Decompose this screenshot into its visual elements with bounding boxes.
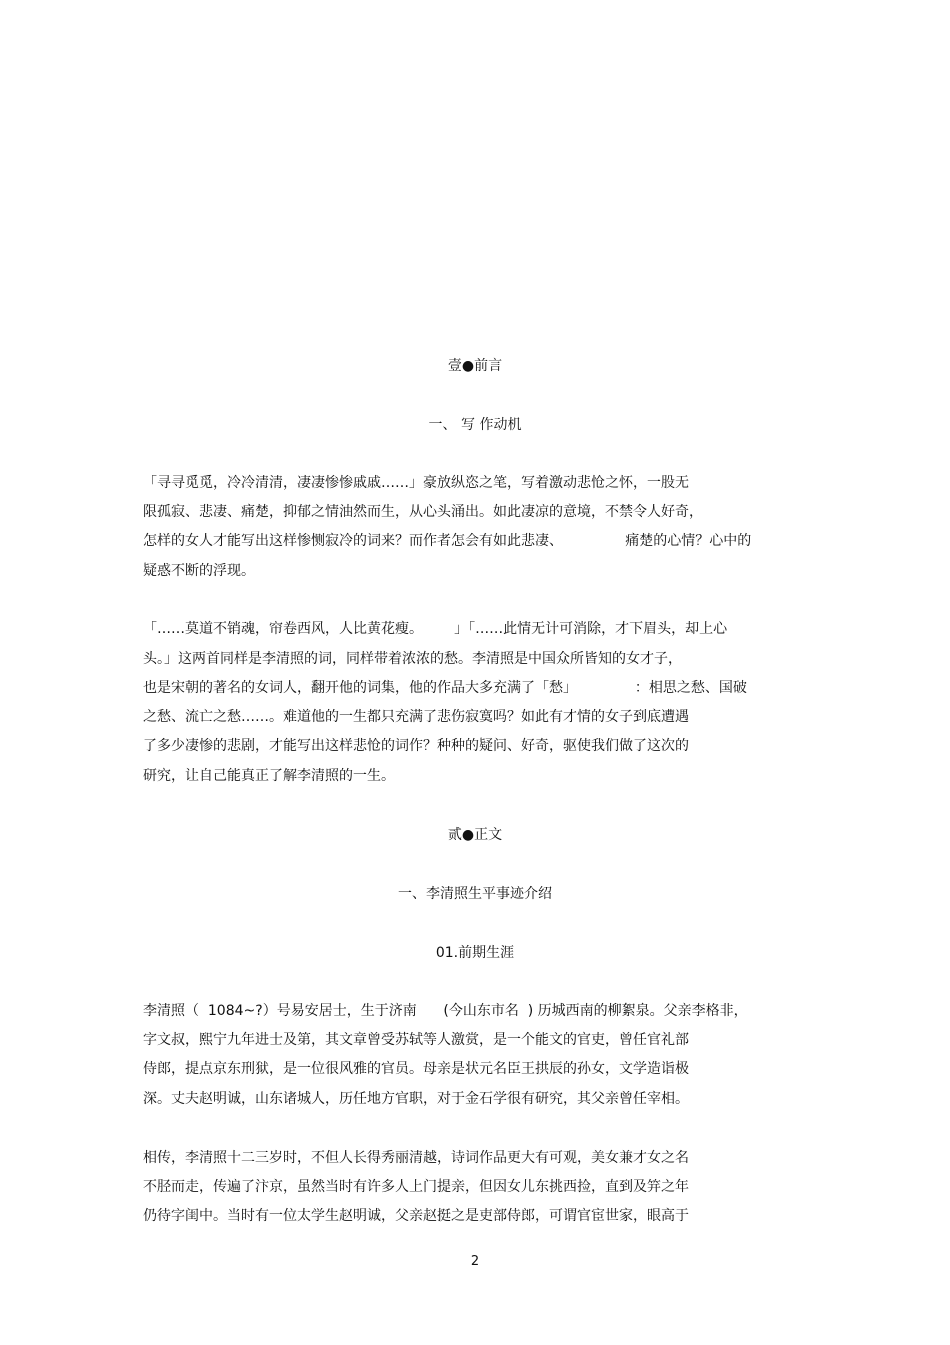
text-line: 研究，让自己能真正了解李清照的一生。 (143, 768, 395, 784)
text-line: 深。丈夫赵明诚，山东诸城人，历任地方官职，对于金石学很有研究，其父亲曾任宰相。 (143, 1091, 689, 1107)
text-line: 仍待字闺中。当时有一位太学生赵明诚，父亲赵挺之是吏部侍郎，可谓官宦世家，眼高于 (143, 1208, 689, 1224)
page-number: 2 (470, 1254, 480, 1269)
subsection-heading-motivation: 一、 写 作动机 (428, 417, 522, 433)
section-heading-preface: 壹●前言 (447, 358, 503, 374)
text-line: 了多少凄惨的悲剧，才能写出这样悲怆的词作？种种的疑问、好奇，驱使我们做了这次的 (143, 738, 689, 754)
text-line: 也是宋朝的著名的女词人，翻开他的词集，他的作品大多充满了「愁」 ：相思之愁、国破 (143, 680, 747, 696)
text-line: 「寻寻觅觅，冷冷清清，凄凄惨惨戚戚……」豪放纵恣之笔，写着激动悲怆之怀，一股无 (143, 475, 689, 491)
section-heading-body: 贰●正文 (447, 827, 503, 843)
text-line: 字文叔，熙宁九年进士及第，其文章曾受苏轼等人激赏，是一个能文的官吏，曾任官礼部 (143, 1032, 689, 1048)
text-line: 「……莫道不销魂，帘卷西风，人比黄花瘦。 」「……此情无计可消除，才下眉头，却上心 (143, 621, 728, 637)
text-line: 疑惑不断的浮现。 (143, 563, 255, 579)
text-line: 李清照（ 1084~?）号易安居士，生于济南 (今山东市名 ) 历城西南的柳絮泉。父亲李格非， (143, 1003, 748, 1019)
text-line: 之愁、流亡之愁……。难道他的一生都只充满了悲伤寂寞吗？如此有才情的女子到底遭遇 (143, 709, 689, 725)
text-line: 相传，李清照十二三岁时，不但人长得秀丽清越，诗词作品更大有可观，美女兼才女之名 (143, 1150, 689, 1166)
subsubsection-heading-early-career: 01.前期生涯 (435, 945, 515, 961)
text-line: 侍郎，提点京东刑狱，是一位很风雅的官员。母亲是状元名臣王拱辰的孙女，文学造诣极 (143, 1061, 689, 1077)
text-line: 限孤寂、悲凄、痛楚，抑郁之情油然而生，从心头涌出。如此凄凉的意境，不禁令人好奇， (143, 504, 703, 520)
subsection-heading-biography: 一、李清照生平事迹介绍 (398, 886, 552, 902)
text-line: 头。」这两首同样是李清照的词，同样带着浓浓的愁。李清照是中国众所皆知的女才子， (143, 651, 682, 667)
text-line: 不胫而走，传遍了汴京，虽然当时有许多人上门提亲，但因女儿东挑西捡，直到及笄之年 (143, 1179, 689, 1195)
text-line: 怎样的女人才能写出这样惨恻寂冷的词来？而作者怎会有如此悲凄、 痛楚的心情？心中的 (143, 533, 752, 549)
